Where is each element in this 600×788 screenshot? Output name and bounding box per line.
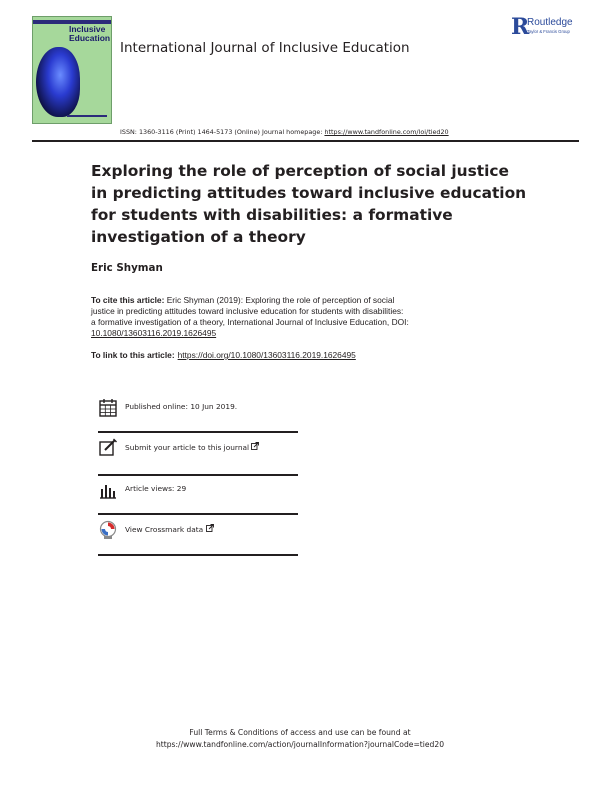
link-line (91, 350, 356, 360)
edit-icon (98, 438, 118, 458)
routledge-logo[interactable] (511, 15, 591, 45)
cover-title-line-2: Education (69, 33, 111, 43)
citation-doi-link[interactable]: 10.1080/13603116.2019.1626495 (91, 328, 217, 338)
article-views-text[interactable]: Article views: 29 (125, 484, 187, 493)
crossmark-icon (98, 520, 118, 540)
info-separator (98, 474, 298, 476)
info-separator (98, 431, 298, 433)
cover-artwork (36, 47, 80, 117)
crossmark-text[interactable] (125, 524, 214, 534)
cite-text-1: Eric Shyman (2019): Exploring the role of perception of social (164, 295, 395, 305)
journal-cover-image (32, 16, 112, 124)
submit-article-text[interactable] (125, 442, 259, 452)
header-divider (32, 140, 579, 142)
article-title-line-2: in predicting attitudes toward inclusive education (91, 184, 527, 202)
cover-bottom-strip (67, 115, 107, 117)
external-link-icon (251, 442, 259, 450)
published-online-text: Published online: 10 Jun 2019. (125, 402, 238, 411)
article-title-line-4: investigation of a theory (91, 228, 306, 246)
issn-text: ISSN: 1360-3116 (Print) 1464-5173 (Online) Journal homepage: (120, 128, 325, 136)
routledge-r-icon: R (511, 14, 530, 40)
author-name: Eric Shyman (91, 262, 163, 274)
logo-subtitle: Taylor & Francis Group (527, 29, 570, 34)
journal-title[interactable]: International Journal of Inclusive Education (120, 40, 410, 56)
crossmark-label[interactable]: View Crossmark data (125, 525, 204, 534)
citation-line-3: a formative investigation of a theory, International Journal of Inclusive Education, DOI: (91, 317, 409, 327)
issn-line (120, 128, 449, 136)
cover-title (69, 25, 110, 43)
external-link-icon (206, 524, 214, 532)
info-separator (98, 554, 298, 556)
submit-article-label[interactable]: Submit your article to this journal (125, 443, 250, 452)
article-title (91, 160, 531, 248)
citation-line-1 (91, 295, 471, 306)
link-label: To link to this article: (91, 350, 175, 360)
calendar-icon (98, 398, 118, 418)
info-separator (98, 513, 298, 515)
article-doi-link[interactable]: https://doi.org/10.1080/13603116.2019.1626495 (177, 350, 356, 360)
logo-name: Routledge (527, 17, 573, 28)
terms-footer-link[interactable]: https://www.tandfonline.com/action/journalInformation?journalCode=tied20 (155, 740, 445, 749)
bar-chart-icon (98, 480, 118, 500)
cite-label: To cite this article: (91, 295, 165, 305)
article-title-line-3: for students with disabilities: a formative (91, 206, 453, 224)
article-title-line-1: Exploring the role of perception of social justice (91, 162, 509, 180)
journal-homepage-link[interactable]: https://www.tandfonline.com/loi/tied20 (324, 128, 449, 136)
citation-line-2: justice in predicting attitudes toward inclusive education for students with disabilities: (91, 306, 404, 316)
citation-block (91, 295, 471, 339)
cover-title-line-1: Inclusive (69, 24, 106, 34)
terms-footer-line-1: Full Terms & Conditions of access and use can be found at (189, 728, 411, 737)
